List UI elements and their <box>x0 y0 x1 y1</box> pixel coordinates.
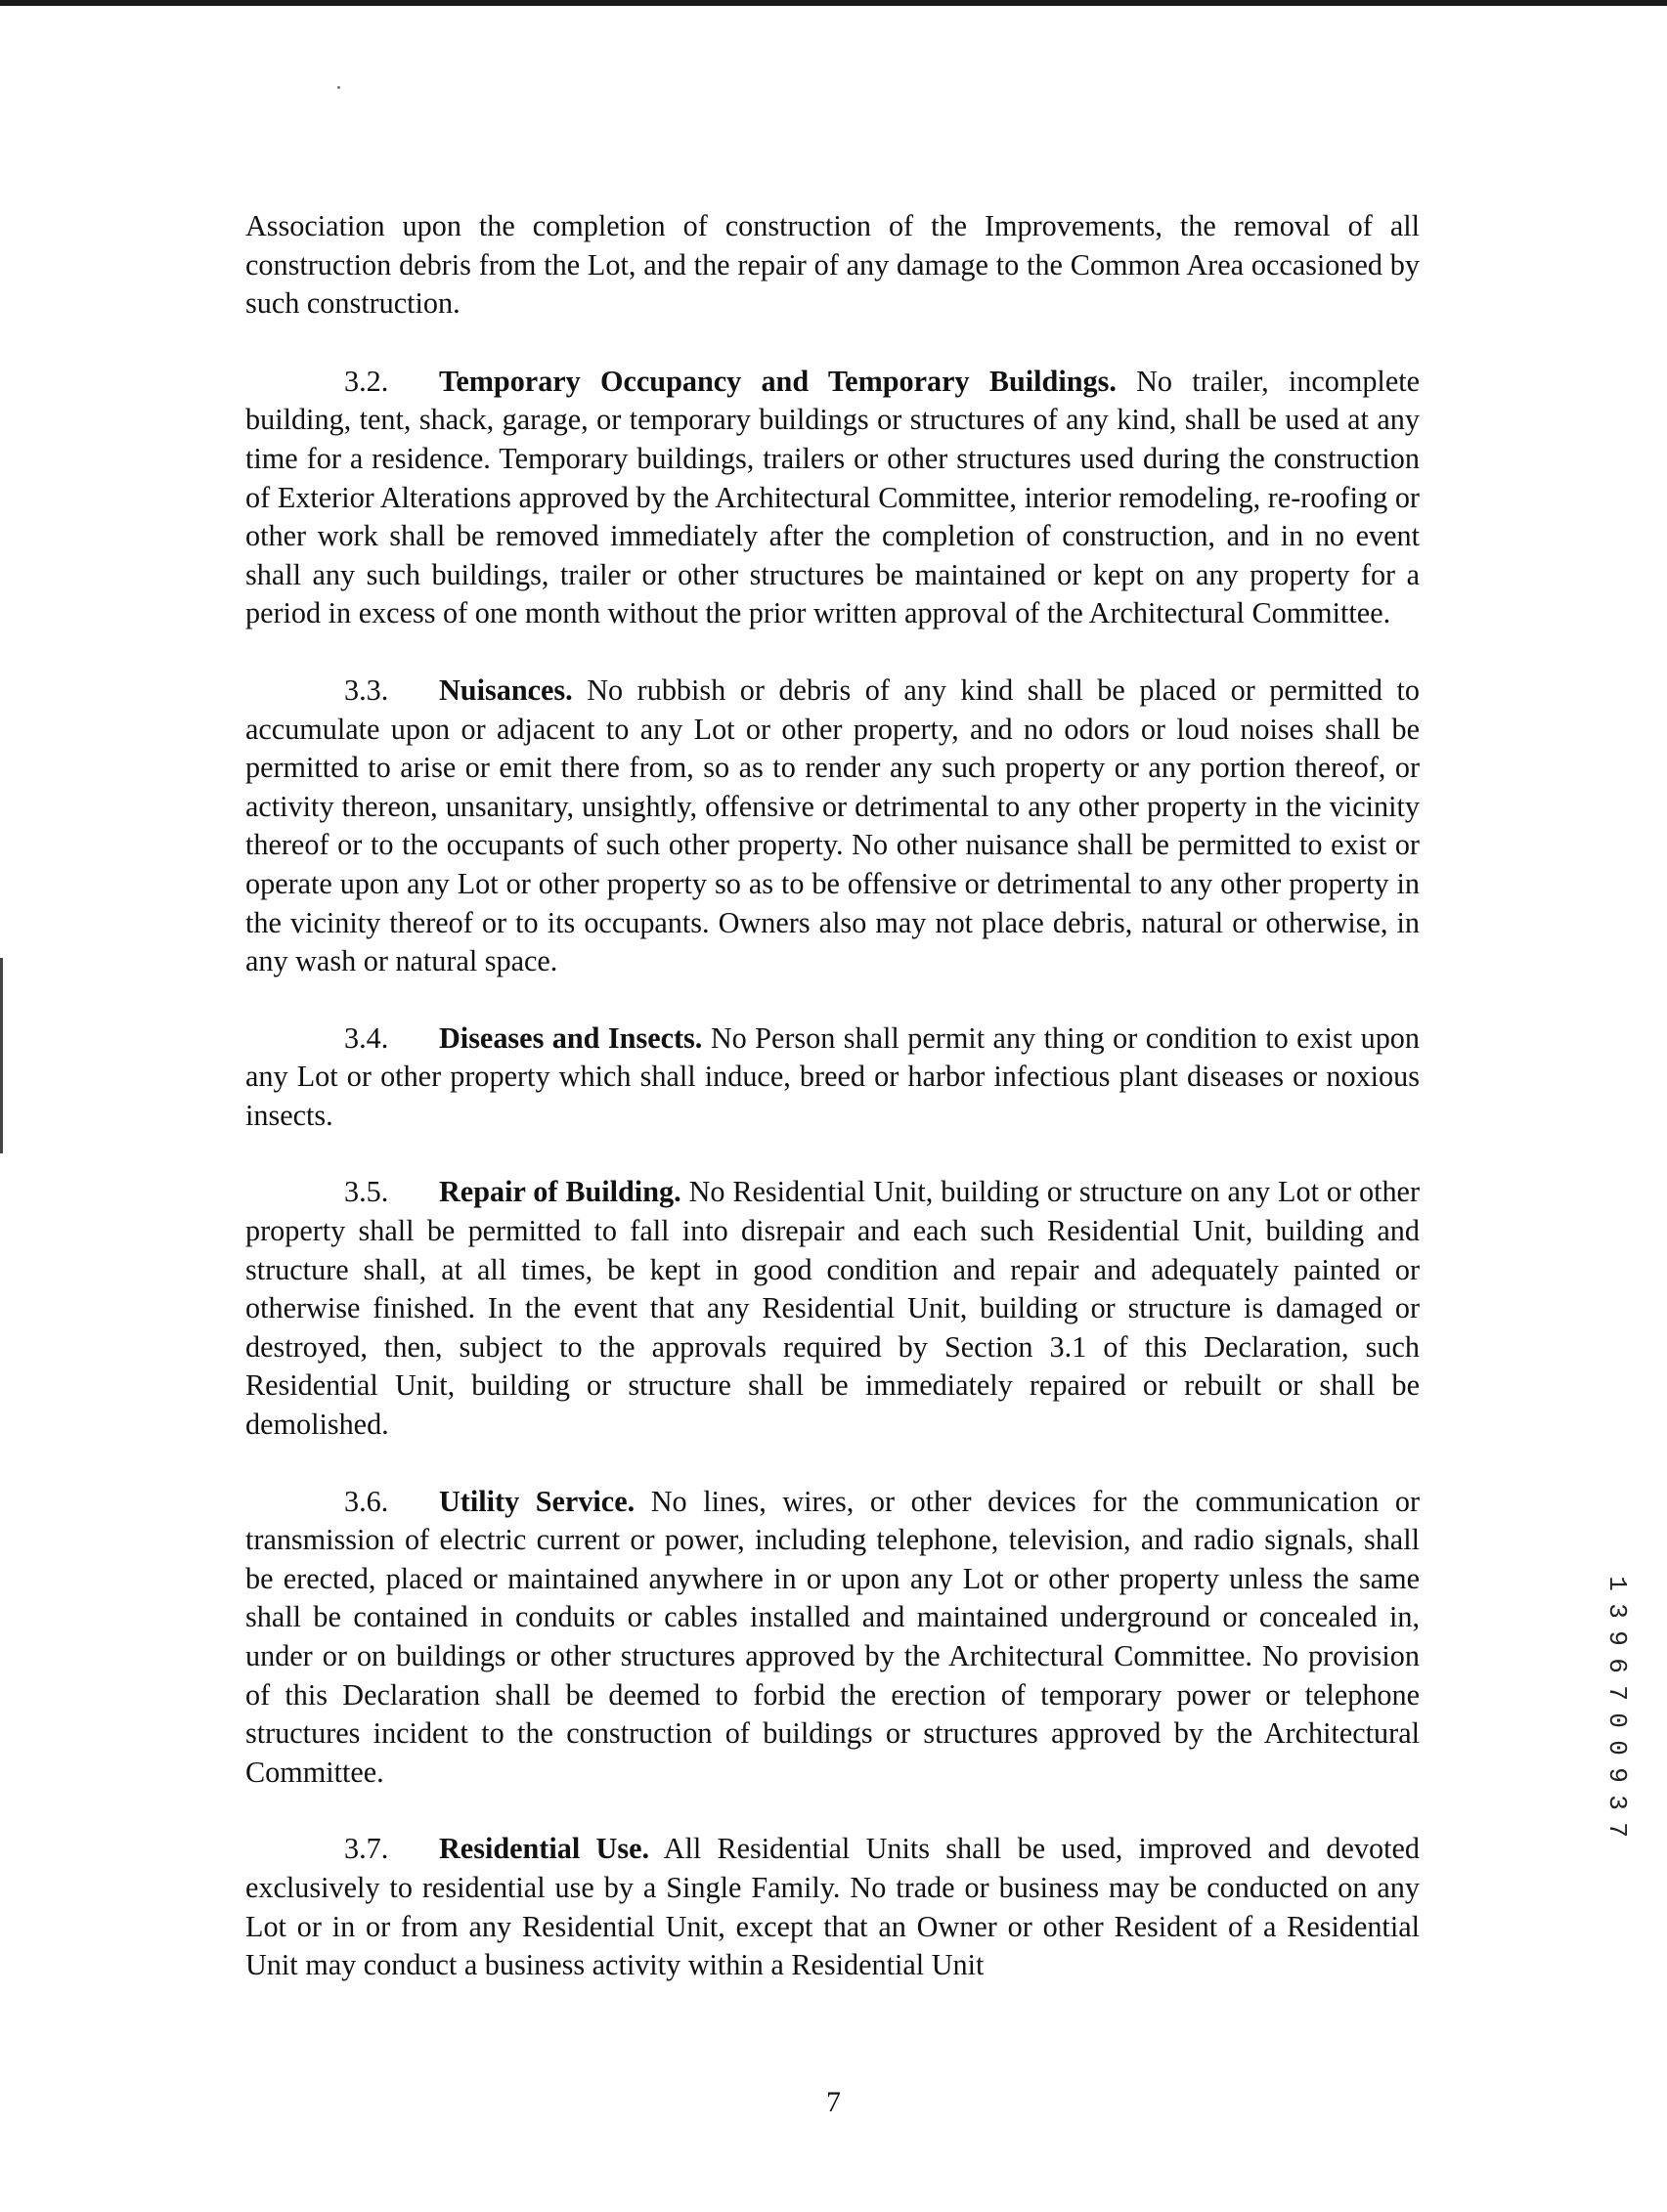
section-text: No Residential Unit, building or structure on any Lot or other property shall be permitted to fall into disrepair and each such Residential Unit, building and structure shall, at all times, be kept in good condition and repair and adequately painted or otherwise finished. In the event that any Residential Unit, building or structure is damaged or destroyed, then, subject to the approvals required by Section 3.1 of this Declaration, such Residential Unit, building or structure shall be immediately repaired or rebuilt or shall be demolished. <box>245 1175 1420 1442</box>
stamp-digit: 9 <box>1601 1767 1632 1783</box>
stamp-digit: 0 <box>1601 1740 1632 1756</box>
section-title: Utility Service. <box>439 1484 636 1518</box>
section-3-6 <box>245 1483 1420 1793</box>
page-number: 7 <box>826 2086 841 2118</box>
section-title: Nuisances. <box>439 672 573 707</box>
section-number: 3.2. <box>344 364 389 398</box>
section-text: No lines, wires, or other devices for the communication or transmission of electric current or power, including telephone, television, and radio signals, shall be erected, placed or maintained anywhere in or upon any Lot or other property unless the same shall be contained in conduits or cables installed and maintained underground or concealed in, under or on buildings or other structures approved by the Architectural Committee. No provision of this Declaration shall be deemed to forbid the erection of temporary power or telephone structures incident to the construction of buildings or structures approved by the Architectural Committee. <box>245 1484 1421 1789</box>
stamp-digit: 3 <box>1601 1603 1632 1619</box>
section-text: All Residential Units shall be used, improved and devoted exclusively to residential use by a Single Family. No trade or business may be conducted on any Lot or in or from any Residential Unit, except that an Owner or other Resident of a Residential Unit may conduct a business activity within a Residential Unit <box>245 1832 1420 1982</box>
section-number: 3.4. <box>344 1020 389 1055</box>
stamp-digit: 3 <box>1601 1795 1632 1810</box>
stamp-digit: 9 <box>1601 1630 1632 1646</box>
section-number: 3.7. <box>344 1832 389 1866</box>
scan-speck <box>337 86 340 89</box>
section-text: No Person shall permit any thing or condition to exist upon any Lot or other property which shall induce, breed or harbor infectious plant diseases or noxious insects. <box>245 1020 1420 1132</box>
section-number: 3.5. <box>344 1175 389 1209</box>
section-text: No trailer, incomplete building, tent, shack, garage, or temporary buildings or structures of any kind, shall be used at any time for a residence. Temporary buildings, trailers or other structures used during the construction of Exterior Alterations approved by the Architectural Committee, interior remodeling, re-roofing or other work shall be removed immediately after the completion of construction, and in no event shall any such buildings, trailer or other structures be maintained or kept on any property for a period in excess of one month without the prior written approval of the Architectural Committee. <box>245 364 1420 630</box>
section-3-4 <box>245 1019 1420 1136</box>
section-3-2 <box>245 363 1420 633</box>
scan-top-border <box>0 0 1667 6</box>
section-number: 3.3. <box>344 672 389 707</box>
paragraph-text: Association upon the completion of construction of the Improvements, the removal of all construction debris from the Lot, and the repair of any damage to the Common Area occasioned by such construction. <box>245 209 1420 321</box>
section-3-7 <box>245 1830 1420 1984</box>
section-title: Residential Use. <box>439 1832 650 1866</box>
stamp-digit: 7 <box>1601 1685 1632 1701</box>
section-text: No rubbish or debris of any kind shall be placed or permitted to accumulate upon or adjacent to any Lot or other property, and no odors or loud noises shall be permitted to arise or emit there from, so as to render any such property or any portion thereof, or activity thereon, unsanitary, unsightly, offensive or detrimental to any other property in the vicinity thereof or to the occupants of such other property. No other nuisance shall be permitted to exist or operate upon any Lot or other property so as to be offensive or detrimental to any other property in the vicinity thereof or to its occupants. Owners also may not place debris, natural or otherwise, in any wash or natural space. <box>245 672 1421 978</box>
section-3-3 <box>245 672 1420 981</box>
scan-left-edge <box>0 958 3 1153</box>
stamp-digit: 0 <box>1601 1713 1632 1728</box>
section-3-5 <box>245 1173 1420 1444</box>
document-body <box>245 207 1420 2023</box>
recording-number-stamp <box>1598 1570 1637 1843</box>
stamp-digit: 7 <box>1601 1822 1632 1838</box>
section-title: Diseases and Insects. <box>439 1020 703 1055</box>
section-title: Temporary Occupancy and Temporary Buildings. <box>439 364 1117 398</box>
section-title: Repair of Building. <box>439 1175 681 1209</box>
stamp-digit: 1 <box>1601 1576 1632 1591</box>
paragraph-continuation <box>245 207 1420 324</box>
stamp-digit: 6 <box>1601 1658 1632 1673</box>
section-number: 3.6. <box>344 1484 389 1518</box>
